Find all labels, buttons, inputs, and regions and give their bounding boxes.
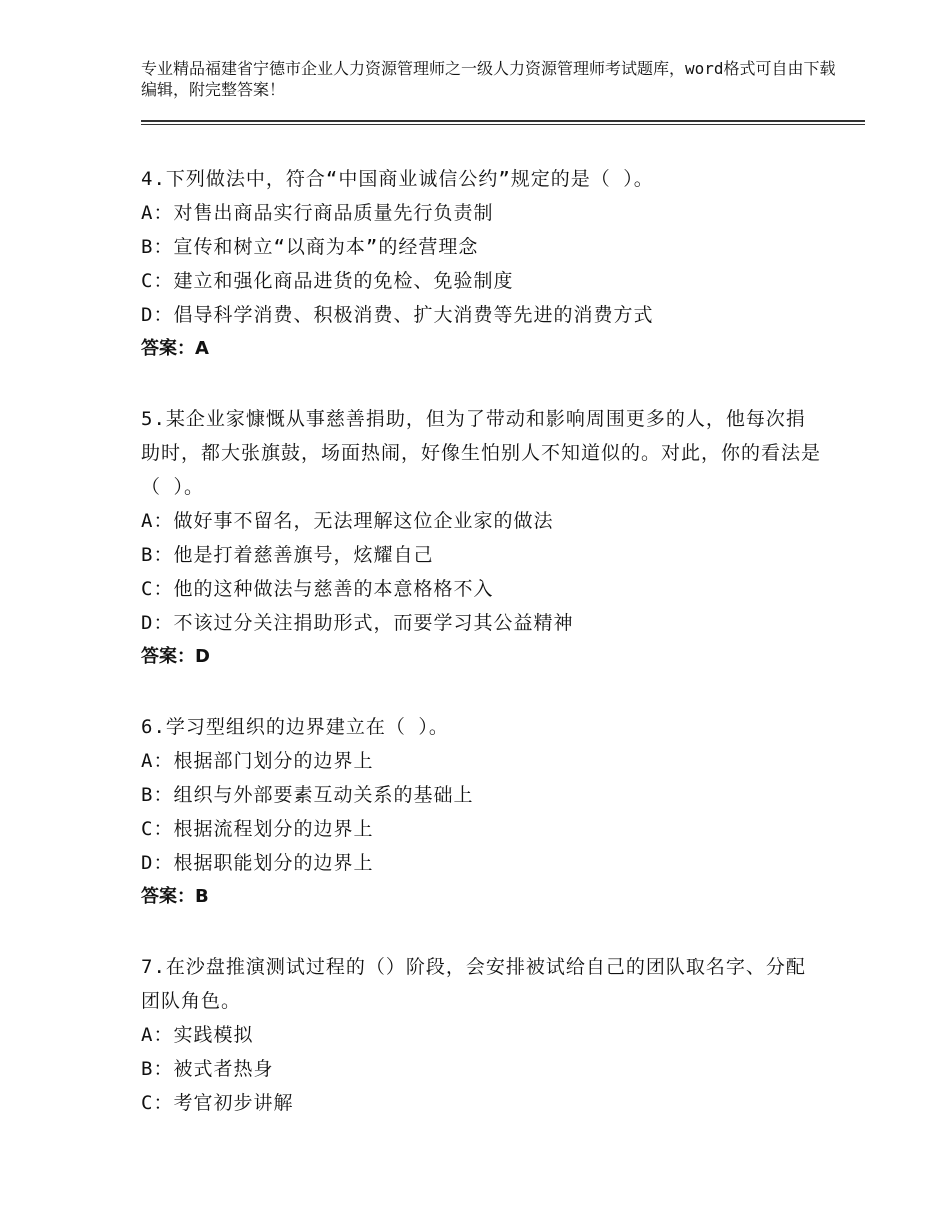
question-4 (141, 162, 821, 366)
answer-label: 答案：A (141, 338, 209, 359)
question-list (141, 162, 821, 1156)
option-b: B：被式者热身 (141, 1058, 274, 1080)
document-header: 专业精品福建省宁德市企业人力资源管理师之一级人力资源管理师考试题库，word格式可自由下载编辑，附完整答案！ (141, 59, 836, 99)
question-stem: 5.某企业家慷慨从事慈善捐助，但为了带动和影响周围更多的人，他每次捐助时，都大张旗鼓，场面热闹，好像生怕别人不知道似的。对此，你的看法是（ ）。 (141, 408, 822, 498)
option-c: C：建立和强化商品进货的免检、免验制度 (141, 270, 514, 292)
option-c: C：根据流程划分的边界上 (141, 818, 374, 840)
answer-label: 答案：B (141, 886, 209, 907)
option-c: C：他的这种做法与慈善的本意格格不入 (141, 578, 494, 600)
question-stem: 6.学习型组织的边界建立在（ ）。 (141, 716, 449, 738)
option-a: A：对售出商品实行商品质量先行负责制 (141, 202, 494, 224)
option-b: B：组织与外部要素互动关系的基础上 (141, 784, 474, 806)
option-d: D：不该过分关注捐助形式，而要学习其公益精神 (141, 612, 574, 634)
option-a: A：做好事不留名，无法理解这位企业家的做法 (141, 510, 554, 532)
option-b: B：他是打着慈善旗号，炫耀自己 (141, 544, 434, 566)
question-stem: 7.在沙盘推演测试过程的（）阶段，会安排被试给自己的团队取名字、分配团队角色。 (141, 956, 806, 1012)
question-7 (141, 950, 821, 1120)
option-a: A：根据部门划分的边界上 (141, 750, 374, 772)
question-stem: 4.下列做法中，符合“中国商业诚信公约”规定的是（ ）。 (141, 168, 654, 190)
option-a: A：实践模拟 (141, 1024, 254, 1046)
header-divider-thick (141, 120, 865, 122)
header-divider-thin (141, 124, 865, 125)
answer-label: 答案：D (141, 646, 210, 667)
option-d: D：根据职能划分的边界上 (141, 852, 374, 874)
option-b: B：宣传和树立“以商为本”的经营理念 (141, 236, 479, 258)
option-c: C：考官初步讲解 (141, 1092, 294, 1114)
question-5 (141, 402, 821, 674)
question-6 (141, 710, 821, 914)
option-d: D：倡导科学消费、积极消费、扩大消费等先进的消费方式 (141, 304, 654, 326)
